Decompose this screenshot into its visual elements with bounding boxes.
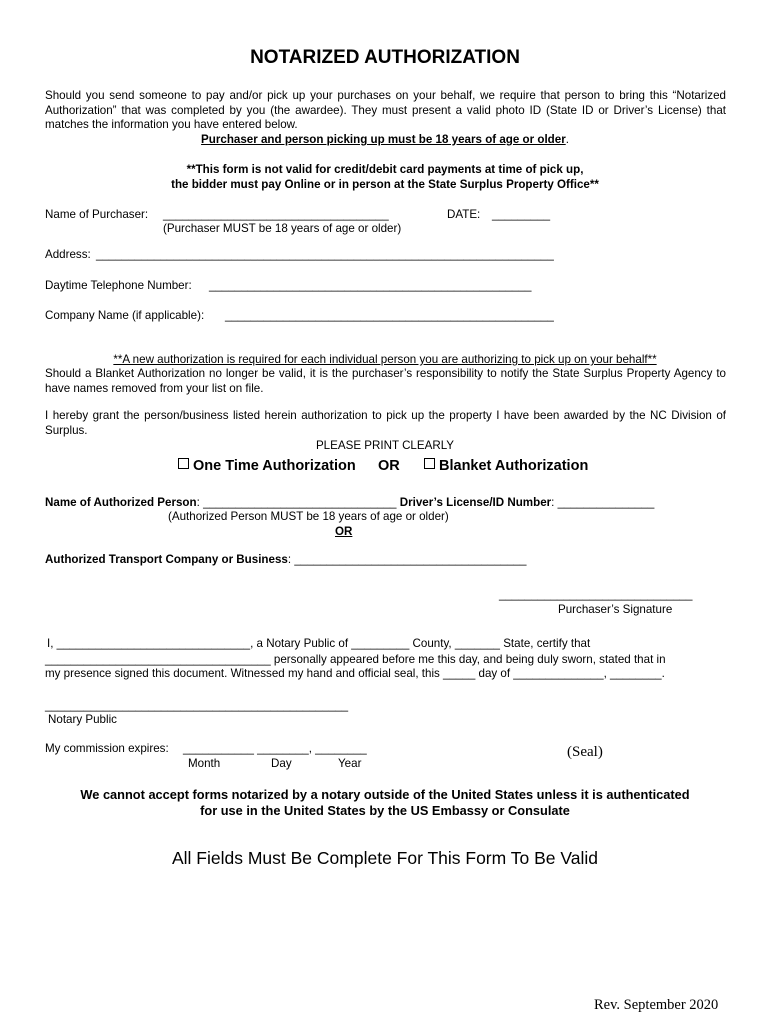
commission-label: My commission expires: <box>45 742 169 755</box>
age-requirement-text: Purchaser and person picking up must be 18 years of age or older <box>201 133 566 146</box>
date-label: DATE: <box>447 208 481 221</box>
authorized-name-label: Name of Authorized Person <box>45 496 197 509</box>
intro-paragraph <box>45 89 726 133</box>
authorized-or: OR <box>335 525 353 538</box>
all-fields-notice: All Fields Must Be Complete For This Form To Be Valid <box>172 848 598 868</box>
print-clearly: PLEASE PRINT CLEARLY <box>315 439 455 452</box>
company-field[interactable]: ___________________________________________________ <box>225 309 554 322</box>
notary-line-2: ___________________________________ personally appeared before me this day, and being duly sworn, stated that in <box>45 653 666 666</box>
license-label: Driver’s License/ID Number <box>399 496 552 509</box>
blanket-removal-text: Should a Blanket Authorization no longer be valid, it is the purchaser’s responsibility to notify the State Surplus Property Agency to have names removed from your list on file. <box>45 367 726 395</box>
commission-day-label: Day <box>271 757 292 770</box>
company-label: Company Name (if applicable): <box>45 309 205 322</box>
one-time-option[interactable] <box>178 458 356 474</box>
purchaser-name-field[interactable]: ___________________________________ <box>163 208 389 221</box>
notary-signature-line[interactable]: _______________________________________________ <box>45 699 349 712</box>
phone-field[interactable]: __________________________________________________ <box>209 279 532 292</box>
revision-date: Rev. September 2020 <box>594 997 719 1013</box>
payment-notice-line1: **This form is not valid for credit/debit card payments at time of pick up, <box>186 163 584 176</box>
authorized-name-field[interactable]: ______________________________ <box>203 496 397 509</box>
one-time-label: One Time Authorization <box>193 458 356 474</box>
transport-label: Authorized Transport Company or Business <box>45 553 288 566</box>
authorized-age-note: (Authorized Person MUST be 18 years of age or older) <box>168 510 449 523</box>
blanket-label: Blanket Authorization <box>439 458 589 474</box>
purchaser-age-note: (Purchaser MUST be 18 years of age or older) <box>163 222 402 235</box>
transport-field[interactable]: ____________________________________ <box>294 553 527 566</box>
notary-line-1: I, ______________________________, a Notary Public of _________ County, _______ State, certify that <box>47 637 591 650</box>
blanket-checkbox[interactable] <box>424 458 435 469</box>
one-time-checkbox[interactable] <box>178 458 189 469</box>
phone-label: Daytime Telephone Number: <box>45 279 192 292</box>
outside-us-notice-line2: for use in the United States by the US Embassy or Consulate <box>200 803 570 818</box>
authorized-person-row: Name of Authorized Person: ______________________________ Driver’s License/ID Number: _______________ <box>45 496 655 509</box>
payment-notice-line2: the bidder must pay Online or in person at the State Surplus Property Office** <box>171 178 599 191</box>
commission-date-field[interactable]: ___________ ________, ________ <box>183 742 367 755</box>
new-authorization-notice: **A new authorization is required for each individual person you are authorizing to pick up on your behalf** <box>113 353 657 366</box>
date-field[interactable]: _________ <box>492 208 551 221</box>
blanket-option[interactable] <box>424 458 588 474</box>
transport-row: Authorized Transport Company or Business: ____________________________________ <box>45 553 527 566</box>
commission-month-label: Month <box>188 757 221 770</box>
seal-label: (Seal) <box>567 744 603 760</box>
purchaser-name-label: Name of Purchaser: <box>45 208 149 221</box>
notary-public-label: Notary Public <box>48 713 117 726</box>
license-field[interactable]: _______________ <box>557 496 655 509</box>
intro-text: Should you send someone to pay and/or pick up your purchases on your behalf, we require that person to bring this “Notarized Authorization” that was completed by you (the awardee). They must present a valid photo ID (State ID or Driver’s License) that matches the information you have entered below. <box>45 89 726 132</box>
commission-year-label: Year <box>338 757 362 770</box>
grant-text: I hereby grant the person/business listed herein authorization to pick up the property I have been awarded by the NC Division of Surplus. <box>45 409 726 437</box>
signature-label: Purchaser’s Signature <box>558 603 673 616</box>
notary-line-3: my presence signed this document. Witnessed my hand and official seal, this _____ day of ______________, ________. <box>45 667 665 680</box>
outside-us-notice-line1: We cannot accept forms notarized by a notary outside of the United States unless it is authenticated <box>80 787 690 802</box>
signature-line[interactable]: ______________________________ <box>499 588 693 601</box>
address-field[interactable]: _______________________________________________________________________ <box>96 248 554 261</box>
options-or: OR <box>378 458 400 474</box>
form-title: NOTARIZED AUTHORIZATION <box>250 47 520 68</box>
address-label: Address: <box>45 248 91 261</box>
age-requirement: Purchaser and person picking up must be 18 years of age or older. <box>201 133 569 146</box>
